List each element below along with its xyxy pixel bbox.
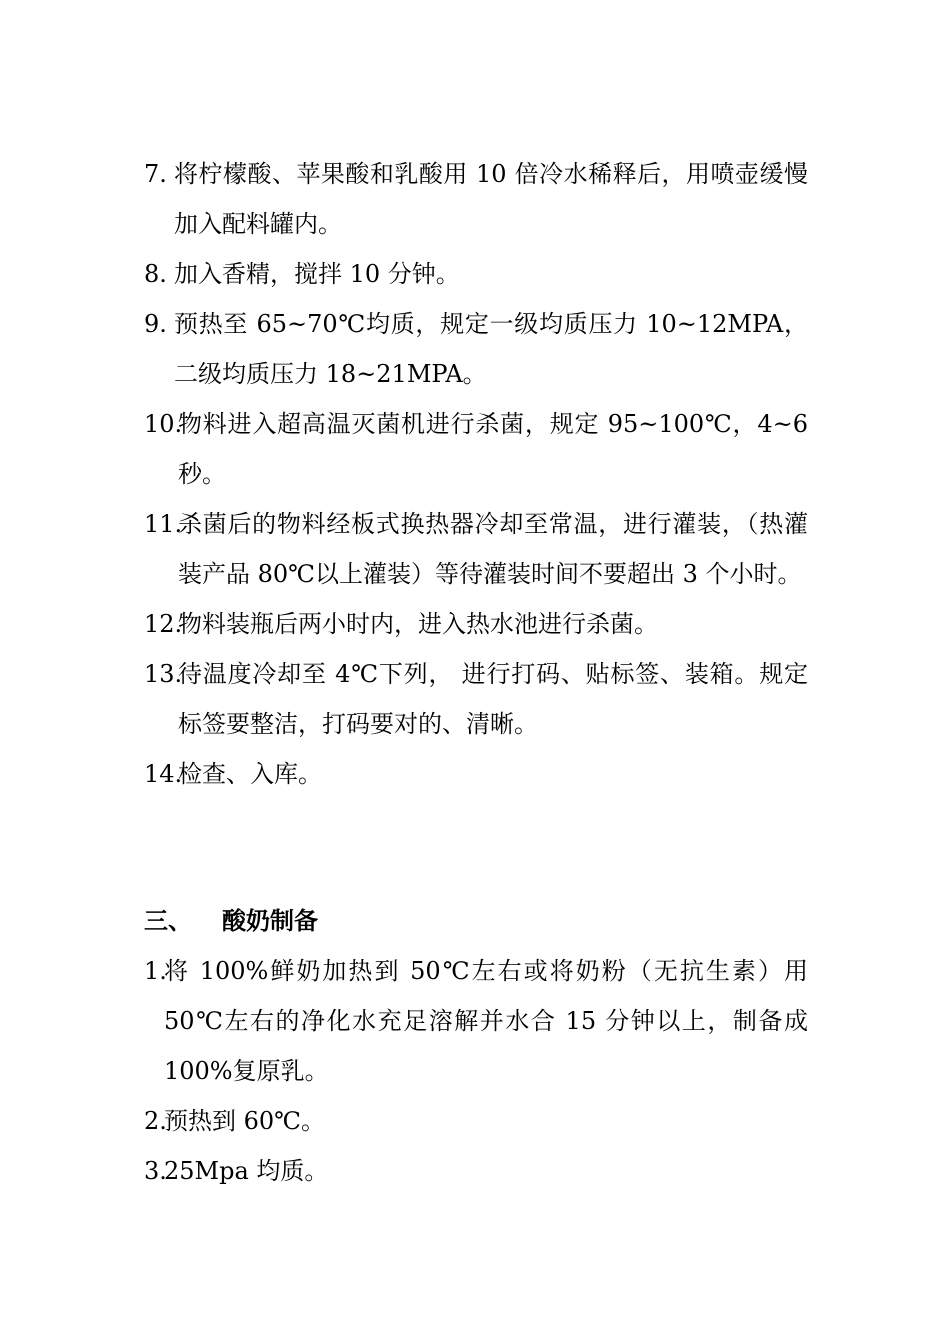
list-item: [144, 946, 808, 1096]
process-steps-list: [144, 149, 808, 799]
step-text: 预热至 65~70℃均质，规定一级均质压力 10~12MPA，二级均质压力 18~21MPA。: [174, 310, 808, 388]
step-number: 12.: [144, 610, 183, 638]
list-item: [144, 1146, 808, 1196]
step-number: 11.: [144, 510, 183, 538]
step-text: 待温度冷却至 4℃下列， 进行打码、贴标签、装箱。规定标签要整洁，打码要对的、清晰。: [178, 660, 808, 738]
list-item: [144, 749, 808, 799]
section-number: 三、: [144, 907, 192, 935]
step-number: 2.: [144, 1107, 167, 1135]
yogurt-steps-list: [144, 946, 808, 1196]
step-text: 将柠檬酸、苹果酸和乳酸用 10 倍冷水稀释后，用喷壶缓慢加入配料罐内。: [174, 160, 808, 238]
list-item: [144, 399, 808, 499]
step-number: 7.: [144, 160, 167, 188]
step-text: 预热到 60℃。: [164, 1107, 326, 1135]
step-text: 将 100%鲜奶加热到 50℃左右或将奶粉（无抗生素）用 50℃左右的净化水充足溶解并水合 15 分钟以上，制备成 100%复原乳。: [164, 957, 808, 1085]
step-text: 加入香精，搅拌 10 分钟。: [174, 260, 460, 288]
list-item: [144, 599, 808, 649]
step-number: 1.: [144, 957, 167, 985]
list-item: [144, 499, 808, 599]
step-number: 9.: [144, 310, 167, 338]
step-text: 物料进入超高温灭菌机进行杀菌，规定 95~100℃，4~6 秒。: [178, 410, 808, 488]
list-item: [144, 299, 808, 399]
step-number: 14.: [144, 760, 183, 788]
step-number: 8.: [144, 260, 167, 288]
list-item: [144, 149, 808, 249]
step-number: 13.: [144, 660, 183, 688]
step-text: 杀菌后的物料经板式换热器冷却至常温，进行灌装，（热灌装产品 80℃以上灌装）等待灌装时间不要超出 3 个小时。: [178, 510, 808, 588]
list-item: [144, 649, 808, 749]
section-title: 酸奶制备: [222, 907, 318, 935]
step-text: 物料装瓶后两小时内，进入热水池进行杀菌。: [178, 610, 658, 638]
step-number: 3.: [144, 1157, 167, 1185]
list-item: [144, 249, 808, 299]
step-number: 10.: [144, 410, 183, 438]
step-text: 25Mpa 均质。: [164, 1157, 329, 1185]
step-text: 检查、入库。: [178, 760, 322, 788]
list-item: [144, 1096, 808, 1146]
section-heading: [144, 896, 318, 946]
